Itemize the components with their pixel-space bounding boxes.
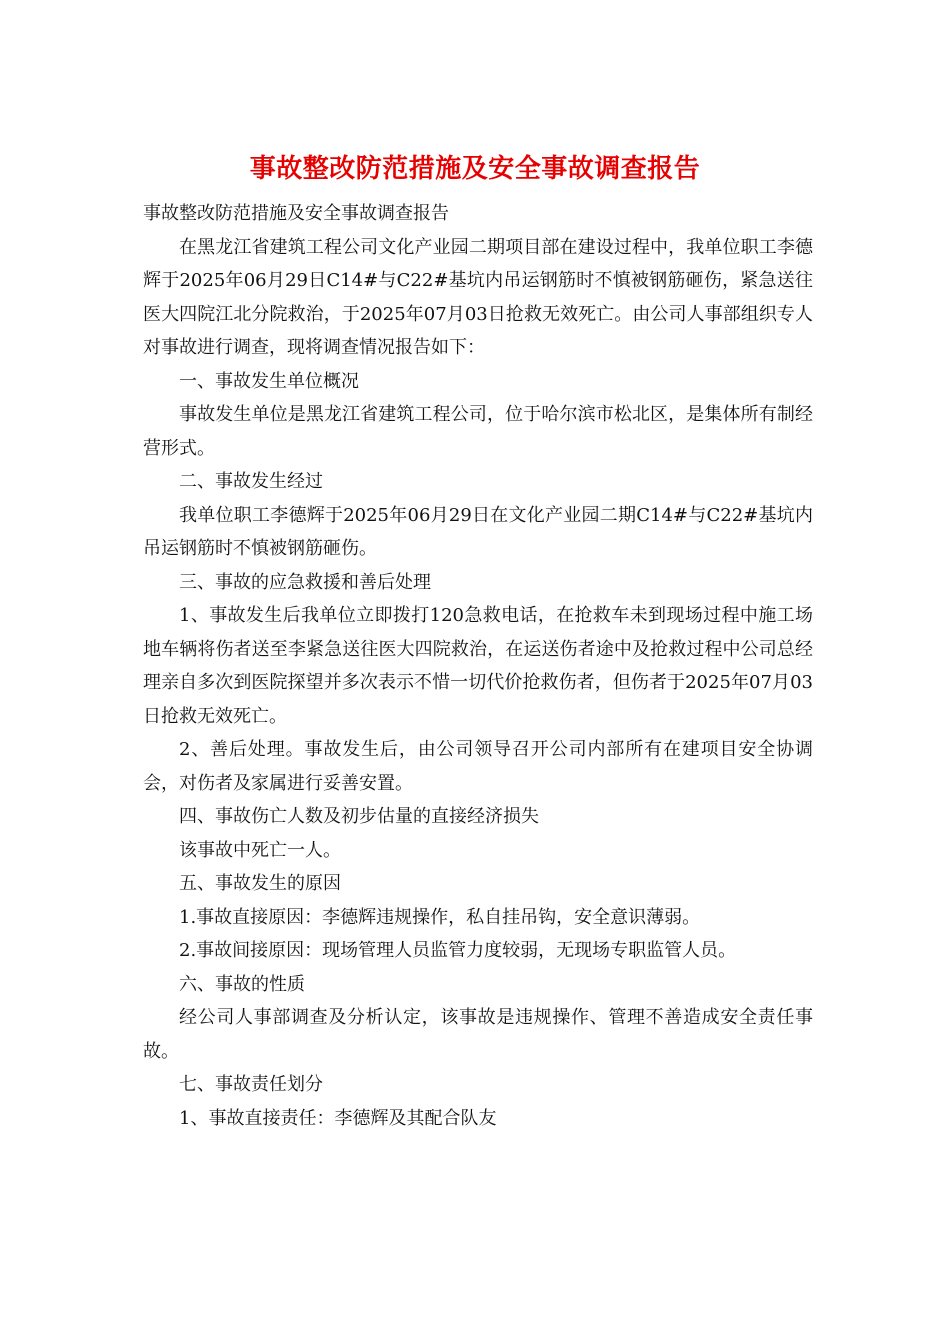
section-heading: 六、事故的性质	[179, 973, 305, 995]
paragraph: 经公司人事部调查及分析认定，该事故是违规操作、管理不善造成安全责任事故。	[143, 1007, 813, 1062]
document-title: 事故整改防范措施及安全事故调查报告	[249, 154, 701, 184]
paragraph: 1.事故直接原因：李德辉违规操作，私自挂吊钩，安全意识薄弱。	[179, 906, 701, 928]
section-heading: 五、事故发生的原因	[179, 873, 341, 894]
document-body	[143, 197, 813, 1135]
section-heading: 三、事故的应急救援和善后处理	[179, 571, 431, 593]
paragraph: 1、事故发生后我单位立即拨打120急救电话，在抢救车未到现场过程中施工场地车辆将伤者送至李紧急送往医大四院救治，在运送伤者途中及抢救过程中公司总经理亲自多次到医院探望并多次表示不惜一切代价抢救伤者，但伤者于2025年07月03日抢救无效死亡。	[143, 605, 813, 727]
paragraph: 1、事故直接责任：李德辉及其配合队友	[179, 1107, 497, 1129]
paragraph: 2、善后处理。事故发生后，由公司领导召开公司内部所有在建项目安全协调会，对伤者及家属进行妥善安置。	[143, 739, 813, 794]
paragraph: 事故整改防范措施及安全事故调查报告	[143, 203, 449, 224]
section-heading: 七、事故责任划分	[179, 1074, 323, 1095]
section-heading: 一、事故发生单位概况	[179, 370, 359, 392]
paragraph: 2.事故间接原因：现场管理人员监管力度较弱，无现场专职监管人员。	[179, 940, 737, 961]
section-heading: 四、事故伤亡人数及初步估量的直接经济损失	[179, 806, 539, 827]
paragraph: 该事故中死亡一人。	[179, 839, 341, 861]
paragraph: 我单位职工李德辉于2025年06月29日在文化产业园二期C14#与C22#基坑内吊运钢筋时不慎被钢筋砸伤。	[143, 504, 813, 559]
paragraph: 在黑龙江省建筑工程公司文化产业园二期项目部在建设过程中，我单位职工李德辉于2025年06月29日C14#与C22#基坑内吊运钢筋时不慎被钢筋砸伤，紧急送往医大四院江北分院救治，于2025年07月03日抢救无效死亡。由公司人事部组织专人对事故进行调查，现将调查情况报告如下：	[143, 236, 813, 358]
paragraph: 事故发生单位是黑龙江省建筑工程公司，位于哈尔滨市松北区，是集体所有制经营形式。	[143, 404, 813, 459]
section-heading: 二、事故发生经过	[179, 471, 323, 492]
